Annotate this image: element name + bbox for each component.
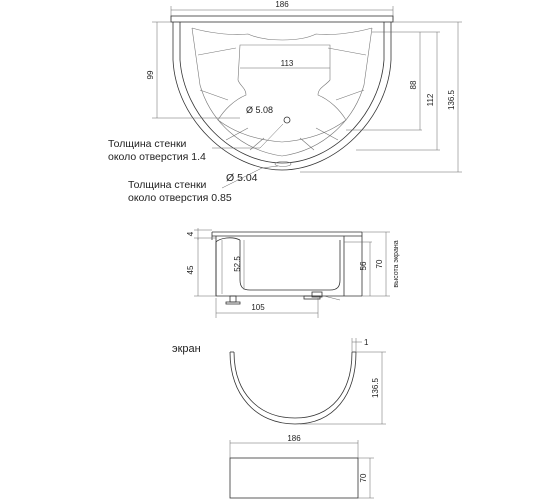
wall-thickness-note-2-line-2: около отверстия 0.85 xyxy=(128,192,232,204)
screen-height-label: высота экрана xyxy=(393,240,400,288)
drain-diameter-label: Ø 5.08 xyxy=(246,105,274,115)
dim-screen-70: 70 xyxy=(359,473,368,483)
dim-45: 45 xyxy=(186,265,195,275)
dim-depth-99: 99 xyxy=(146,70,155,80)
dim-4: 4 xyxy=(186,231,195,237)
top-view xyxy=(108,0,462,204)
screen-title: экран xyxy=(172,343,201,355)
dim-105: 105 xyxy=(251,303,265,312)
dim-136-5: 136.5 xyxy=(447,89,456,111)
dim-56: 56 xyxy=(359,261,368,271)
dim-width-186: 186 xyxy=(275,0,289,9)
dim-screen-136-5: 136.5 xyxy=(371,377,380,399)
dim-70-side: 70 xyxy=(375,259,384,269)
dim-screen-186: 186 xyxy=(287,434,301,443)
screen-view xyxy=(172,338,386,498)
dim-1: 1 xyxy=(364,338,369,347)
wall-thickness-note-1-line-1: Толщина стенки xyxy=(108,138,187,150)
dim-88: 88 xyxy=(409,80,418,90)
dim-112: 112 xyxy=(426,93,435,107)
wall-thickness-note-1-line-2: около отверстия 1.4 xyxy=(108,151,206,163)
dim-inner-113: 113 xyxy=(280,59,294,68)
dim-52-5: 52.5 xyxy=(233,256,242,272)
wall-thickness-note-2-line-1: Толщина стенки xyxy=(128,179,207,191)
overflow-diameter-label: Ø 5.04 xyxy=(226,172,258,184)
side-view xyxy=(186,228,400,318)
